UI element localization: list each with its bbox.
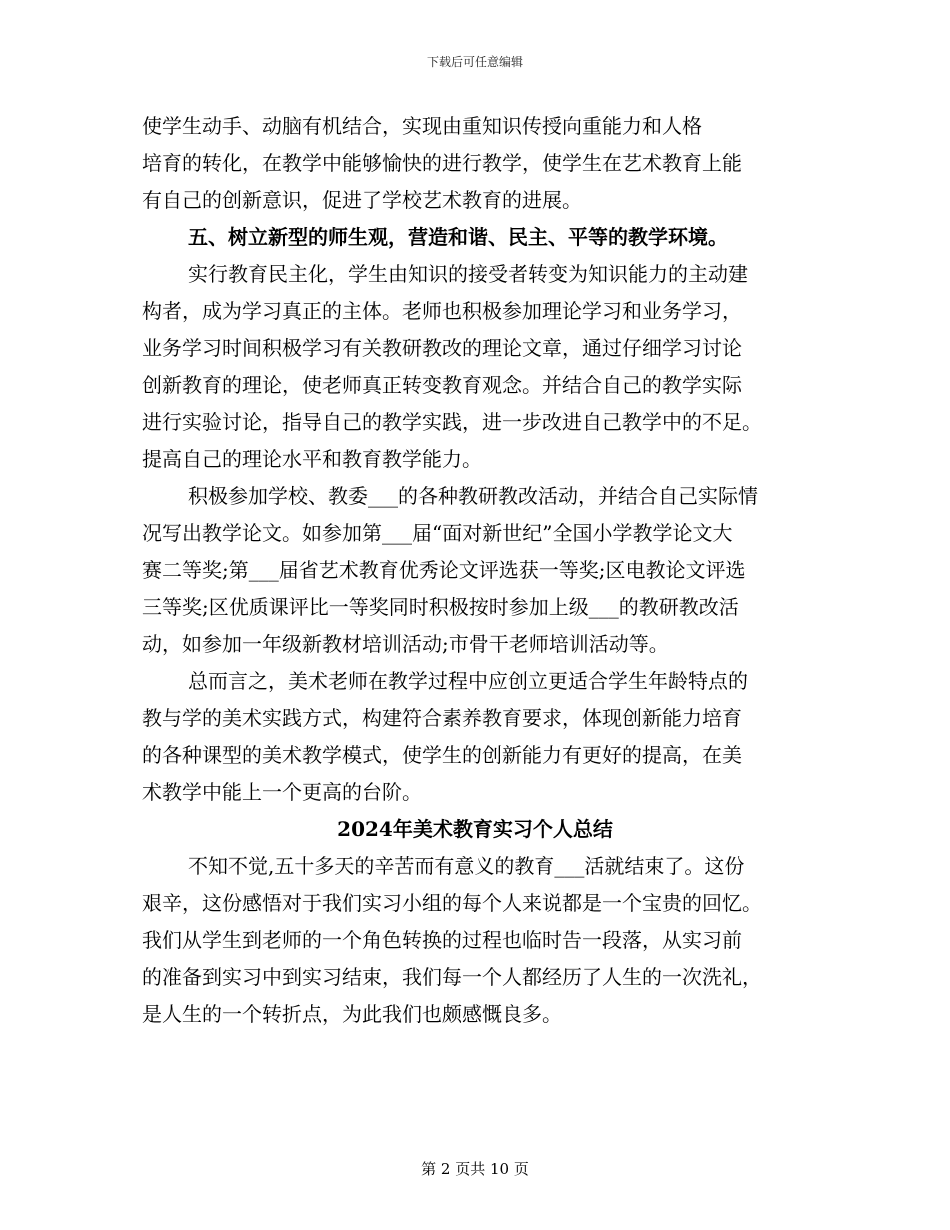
page-number: 第 2 页共 10 页 <box>421 1160 529 1178</box>
section-heading: 五、树立新型的师生观，营造和谐、民主、平等的教学环境。 <box>188 225 728 249</box>
text-line: 我们从学生到老师的一个角色转换的过程也临时告一段落，从实习前 <box>142 928 742 952</box>
text-line: 赛二等奖;第___届省艺术教育优秀论文评选获一等奖;区电教论文评选 <box>142 558 746 582</box>
paragraph-first-line: 实行教育民主化，学生由知识的接受者转变为知识能力的主动建 <box>188 262 748 286</box>
page-header: 下载后可任意编辑 <box>426 55 523 69</box>
text-line: 提高自己的理论水平和教育教学能力。 <box>142 447 482 471</box>
paragraph-first-line: 不知不觉,五十多天的辛苦而有意义的教育___活就结束了。这份 <box>188 854 745 878</box>
text-line: 况写出教学论文。如参加第___届“面对新世纪”全国小学教学论文大 <box>142 521 733 545</box>
text-line: 的准备到实习中到实习结束，我们每一个人都经历了人生的一次洗礼， <box>142 965 762 989</box>
text-line: 业务学习时间积极学习有关教研教改的理论文章，通过仔细学习讨论 <box>142 336 742 360</box>
text-line: 艰辛，这份感悟对于我们实习小组的每个人来说都是一个宝贵的回忆。 <box>142 891 762 915</box>
text-line: 三等奖;区优质课评比一等奖同时积极按时参加上级___的教研教改活 <box>142 595 739 619</box>
text-line: 动，如参加一年级新教材培训活动;市骨干老师培训活动等。 <box>142 632 669 656</box>
text-line: 培育的转化，在教学中能够愉快的进行教学，使学生在艺术教育上能 <box>142 151 742 175</box>
paragraph-first-line: 积极参加学校、教委___的各种教研教改活动，并结合自己实际情 <box>188 484 758 508</box>
text-line: 构者，成为学习真正的主体。老师也积极参加理论学习和业务学习， <box>142 299 742 323</box>
text-line: 的各种课型的美术教学模式，使学生的创新能力有更好的提高，在美 <box>142 743 742 767</box>
text-line: 教与学的美术实践方式，构建符合素养教育要求，体现创新能力培育 <box>142 706 742 730</box>
text-line: 有自己的创新意识，促进了学校艺术教育的进展。 <box>142 188 582 212</box>
text-line: 进行实验讨论，指导自己的教学实践，进一步改进自己教学中的不足。 <box>142 410 762 434</box>
text-line: 创新教育的理论，使老师真正转变教育观念。并结合自己的教学实际 <box>142 373 742 397</box>
text-line: 是人生的一个转折点，为此我们也颇感慨良多。 <box>142 1002 562 1026</box>
document-body <box>142 108 808 1033</box>
document-title: 2024年美术教育实习个人总结 <box>337 817 613 841</box>
text-line: 使学生动手、动脑有机结合，实现由重知识传授向重能力和人格 <box>142 114 702 138</box>
paragraph-first-line: 总而言之，美术老师在教学过程中应创立更适合学生年龄特点的 <box>188 669 748 693</box>
text-line: 术教学中能上一个更高的台阶。 <box>142 780 422 804</box>
